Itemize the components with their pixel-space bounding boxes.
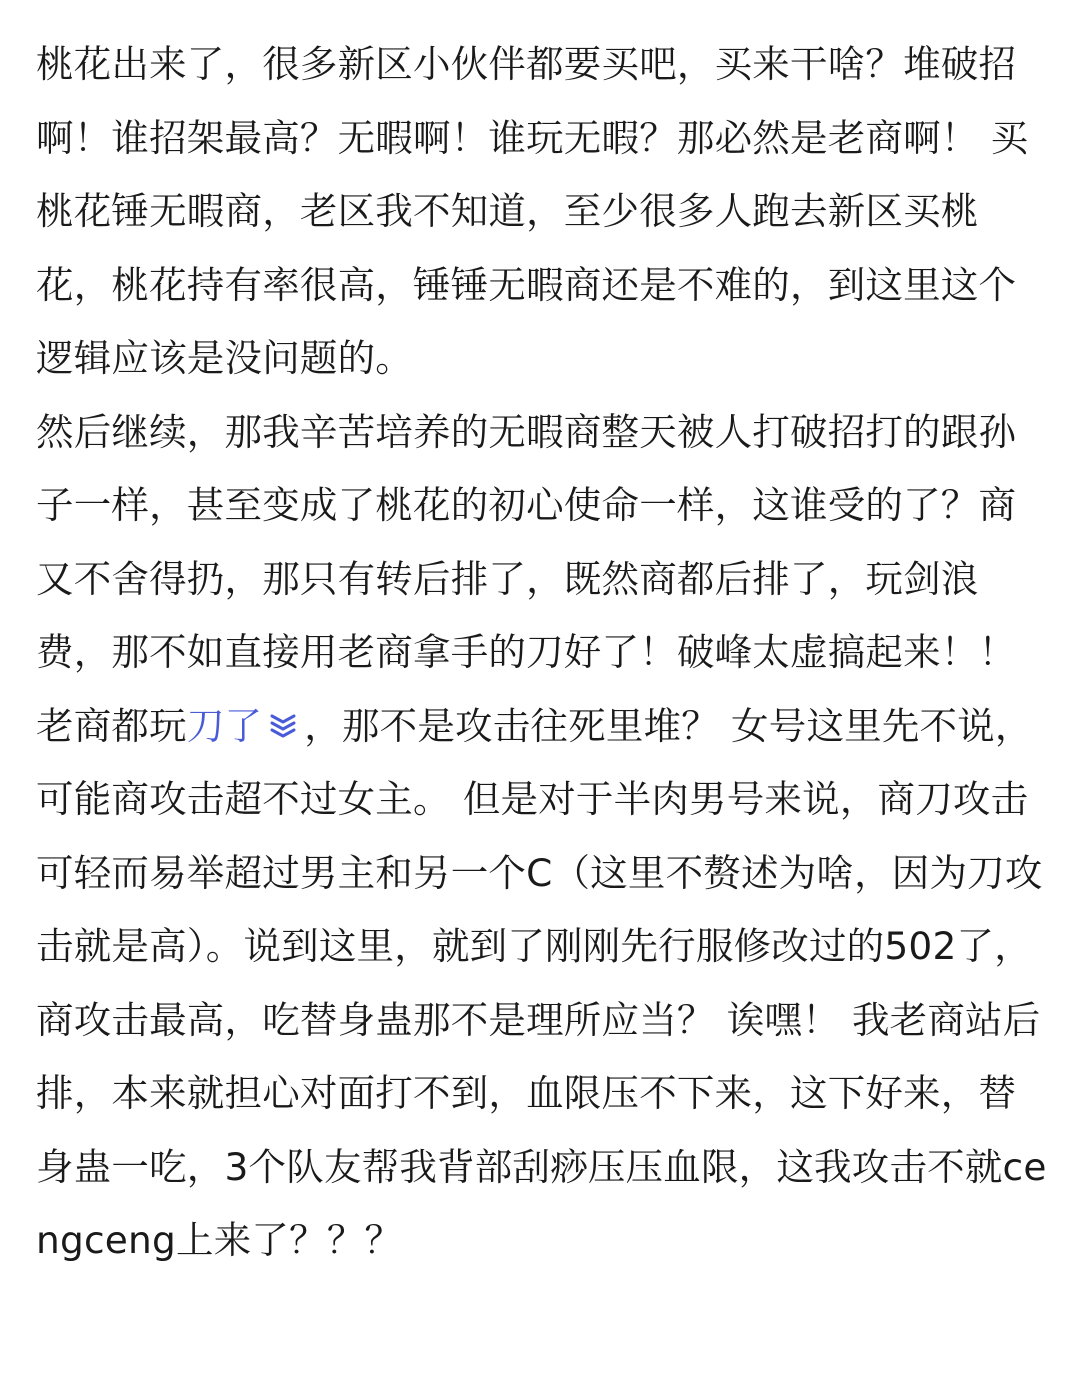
post-text-2a: 然后继续，那我辛苦培养的无暇商整天被人打破招打的跟孙子一样，甚至变成了桃花的初心使命一样，这谁受的了？商又不舍得扔，那只有转后排了，既然商都后排了，玩剑浪费，那不如直接用老商拿手的刀好了！破峰太虚搞起来！！ 老商都玩 [36, 409, 1017, 748]
post-paragraph-1 [36, 28, 1048, 396]
topic-link[interactable]: 刀了 [186, 703, 263, 748]
topic-link-icon[interactable] [266, 710, 300, 740]
post-text-2b: ，那不是攻击往死里堆？ 女号这里先不说，可能商攻击超不过女主。 但是对于半肉男号来说，商刀攻击可轻而易举超过男主和另一个C（这里不赘述为啥，因为刀攻击就是高）。说到这里，就到了刚刚先行服修改过的502了，商攻击最高，吃替身蛊那不是理所应当？ 诶嘿！ 我老商站后排，本来就担心对面打不到，血限压不下来，这下好来，替身蛊一吃，3个队友帮我背部刮痧压压血限，这我攻击不就cengceng上来了？？？ [36, 703, 1047, 1262]
post-paragraph-2 [36, 396, 1048, 1278]
post-text-1: 桃花出来了，很多新区小伙伴都要买吧，买来干啥？堆破招啊！谁招架最高？无暇啊！谁玩无暇？那必然是老商啊！ 买桃花锤无暇商，老区我不知道，至少很多人跑去新区买桃花，桃花持有率很高，锤锤无暇商还是不难的，到这里这个逻辑应该是没问题的。 [36, 42, 1029, 380]
post-body [36, 28, 1048, 1278]
